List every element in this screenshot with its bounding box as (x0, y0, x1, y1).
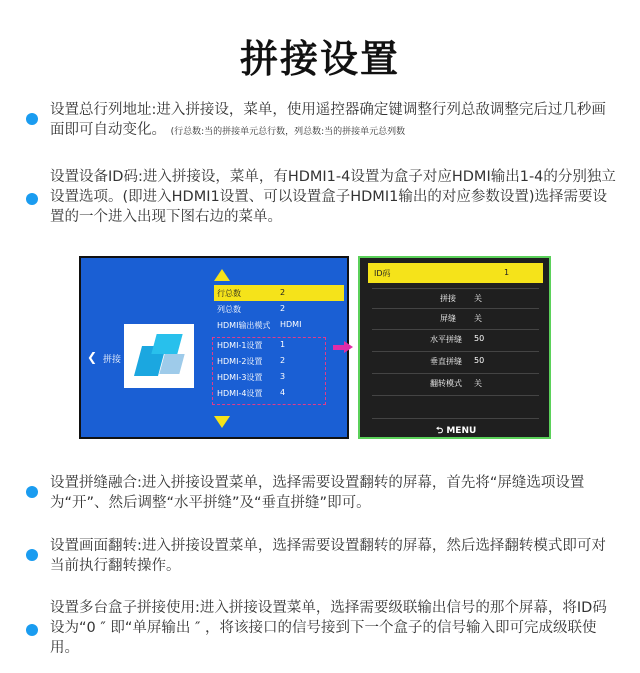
menu-item-hdmi-mode[interactable]: HDMI输出模式 HDMI (217, 320, 302, 330)
splice-side-label: 拼接 (103, 355, 122, 365)
osd-item-v-seam[interactable]: 垂直拼缝 50 (372, 351, 539, 369)
menu-item-hdmi-4[interactable]: HDMI-4设置 4 (217, 388, 286, 398)
bullet-dot (26, 549, 38, 561)
menu-item-total-rows[interactable]: 行总数 2 (214, 285, 344, 301)
bullet-dot (26, 624, 38, 636)
pointer-arrow-icon (333, 341, 353, 353)
splice-logo-icon (124, 324, 194, 388)
paragraph-flip-setup: 设置画面翻转:进入拼接设置菜单，选择需要设置翻转的屏幕，然后选择翻转模式即可对当前执行翻转操作。 (50, 538, 606, 574)
back-arrow-icon: ⮌ (436, 426, 447, 436)
osd-item-seam[interactable]: 屏缝 关 (372, 308, 539, 326)
page-title: 拼接设置 (239, 37, 400, 81)
chevron-left-icon[interactable]: ❮ (87, 350, 98, 364)
osd-divider (372, 395, 539, 413)
paragraph-row-col-setup (50, 100, 620, 142)
osd-item-h-seam[interactable]: 水平拼缝 50 (372, 329, 539, 347)
bullet-dot (26, 113, 38, 125)
menu-item-hdmi-1[interactable]: HDMI-1设置 1 (217, 340, 286, 350)
osd-item-id-code[interactable]: ID码 1 (368, 263, 543, 283)
menu-button[interactable]: ⮌ MENU (372, 418, 539, 434)
menu-item-hdmi-3[interactable]: HDMI-3设置 3 (217, 372, 286, 382)
paragraph-note: (行总数:当的拼接单元总行数，列总数:当的拼接单元总列数 (170, 127, 406, 137)
splice-menu-panel (79, 256, 349, 439)
scroll-up-arrow-icon[interactable] (214, 269, 230, 281)
paragraph-cascade-setup: 设置多台盒子拼接使用:进入拼接设置菜单，选择需要级联输出信号的那个屏幕，将ID码设为“0 ″ 即“单屏输出 ″ ，将该接口的信号接到下一个盒子的信号输入即可完成级联使用。 (50, 600, 607, 656)
osd-item-splice[interactable]: 拼接 关 (372, 288, 539, 306)
paragraph-text: 设置总行列地址:进入拼接设，菜单，使用遥控器确定键调整行列总敌调整完后过几秒画面即可自动变化。 (50, 102, 606, 138)
menu-item-hdmi-2[interactable]: HDMI-2设置 2 (217, 356, 286, 366)
paragraph-seam-setup: 设置拼缝融合:进入拼接设置菜单，选择需要设置翻转的屏幕，首先将“屏缝选项设置为“开”、然后调整“水平拼缝”及“垂直拼缝”即可。 (50, 475, 585, 511)
osd-item-flip-mode[interactable]: 翻转模式 关 (372, 373, 539, 391)
bullet-dot (26, 193, 38, 205)
paragraph-id-setup: 设置设备ID码:进入拼接设，菜单，有HDMI1-4设置为盒子对应HDMI输出1-4的分别独立设置选项。(即进入HDMI1设置、可以设置盒子HDMI1输出的对应参数设置)选择需要设置的一个进入出现下图右边的菜单。 (50, 169, 616, 225)
bullet-dot (26, 486, 38, 498)
menu-item-total-cols[interactable]: 列总数 2 (217, 304, 286, 314)
scroll-down-arrow-icon[interactable] (214, 416, 230, 428)
id-settings-panel (358, 256, 551, 439)
